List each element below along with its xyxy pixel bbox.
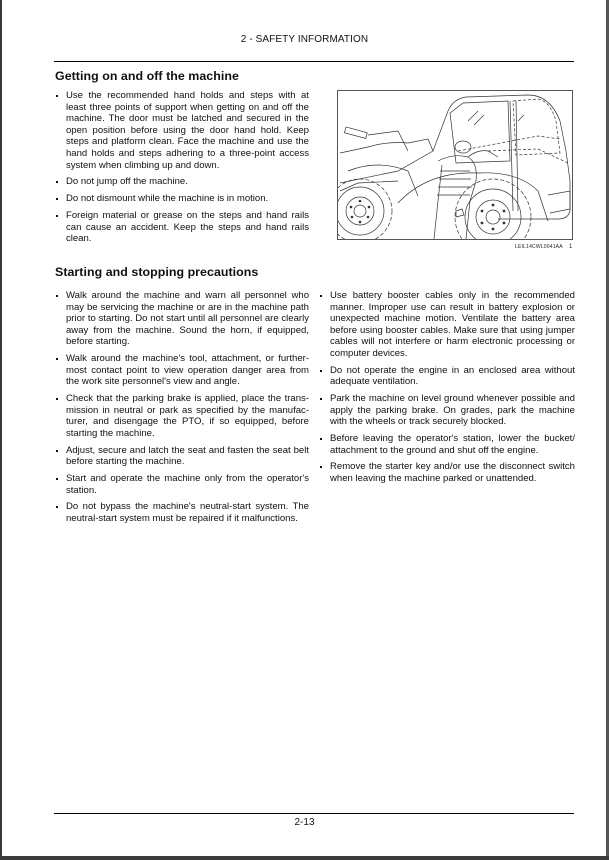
figure-number: 1 [569,244,573,250]
list-item [319,393,575,428]
bullet-icon [320,438,322,440]
section-getting-on-off-list [55,90,309,250]
header-divider [54,61,574,62]
bullet-icon [320,398,322,400]
list-item-text: Walk around the machine's tool, attachment, or furthermost contact point to view operation danger area from the work site personnel's view and angle. [66,353,309,388]
list-item [319,365,575,388]
bullet-icon [56,478,58,480]
bullet-icon [320,295,322,297]
list-item [55,501,309,524]
list-item [55,445,309,468]
list-item [55,193,309,205]
list-item-text: Foreign material or grease on the steps and hand rails can cause an accident. Keep the steps and hand rails clean. [66,209,309,245]
list-item-text: Do not dismount while the machine is in motion. [66,193,269,205]
bullet-icon [320,370,322,372]
list-item-text: Use the recommended hand holds and steps with at least three points of support when getting on and off the machine. The door must be latched and secured in the open position before using the door hand hold. Keep steps and platform clean. Face the machine and use the hand holds and steps adhering to a three-point access system when climbing up and down. [66,90,309,171]
list-item [55,90,309,171]
list-item-text: Before leaving the operator's station, lower the bucket/ attachment to the ground and shut off the engine. [330,433,575,456]
page-frame-left [0,0,2,860]
bullet-icon [56,95,58,97]
list-item [55,290,309,348]
list-item-text: Do not jump off the machine. [66,176,188,188]
list-item-text: Start and operate the machine only from the operator's station. [66,473,309,496]
list-item-text: Walk around the machine and warn all personnel who may be servicing the machine or are in the machine path prior to starting. Do not start until all personnel are clearly away from the machine. Sound the horn, if equipped, before starting. [66,290,309,348]
page-number: 2-13 [294,817,315,828]
list-item [319,433,575,456]
list-item-text: Do not operate the engine in an enclosed area without adequate ventilation. [330,364,575,388]
list-item [55,210,309,245]
list-item [319,461,575,484]
bullet-icon [320,466,322,468]
list-item-text: Check that the parking brake is applied, place the transmission in neutral or park as specified by the manufacturer, and disengage the PTO, if so equipped, before starting the machine. [66,393,309,439]
bullet-icon [56,181,58,183]
figure-code: LEIL14CWL0041AA [515,244,563,250]
page-frame-bottom [0,856,609,860]
starting-stopping-right-column [319,290,575,490]
list-item [55,353,309,388]
list-item-text: Adjust, secure and latch the seat and fasten the seat belt before starting the machine. [66,444,309,468]
list-item-text: Park the machine on level ground whenever possible and apply the parking brake. On grades, park the machine with the wheels or track securely blocked. [330,393,575,428]
list-item [319,290,575,360]
bullet-icon [56,450,58,452]
running-header: 2 - SAFETY INFORMATION [240,34,369,45]
list-item-text: Do not bypass the machine's neutral-start system. The neutral-start system must be repaired if it malfunctions. [66,501,309,525]
wheel-loader-operator-climbing-illustration-icon [338,91,572,239]
list-item [55,473,309,496]
list-item [55,393,309,439]
bullet-icon [56,295,58,297]
bullet-icon [56,215,58,217]
footer-divider [54,813,574,814]
section-heading-getting-on-off: Getting on and off the machine [55,69,239,83]
list-item [55,176,309,188]
figure-wheel-loader [337,90,573,240]
bullet-icon [56,398,58,400]
section-heading-starting-stopping: Starting and stopping precautions [55,265,259,279]
list-item-text: Use battery booster cables only in the recommended manner. Improper use can result in battery explosion or unexpected machine motion. Ventilate the battery area before using booster cables. Make sure that using jumper cables will not interfere or harm electronic processing or computer devices. [330,290,575,359]
starting-stopping-left-column [55,290,309,530]
bullet-icon [56,198,58,200]
bullet-icon [56,506,58,508]
bullet-icon [56,358,58,360]
list-item-text: Remove the starter key and/or use the disconnect switch when leaving the machine parked or unattended. [330,461,575,485]
